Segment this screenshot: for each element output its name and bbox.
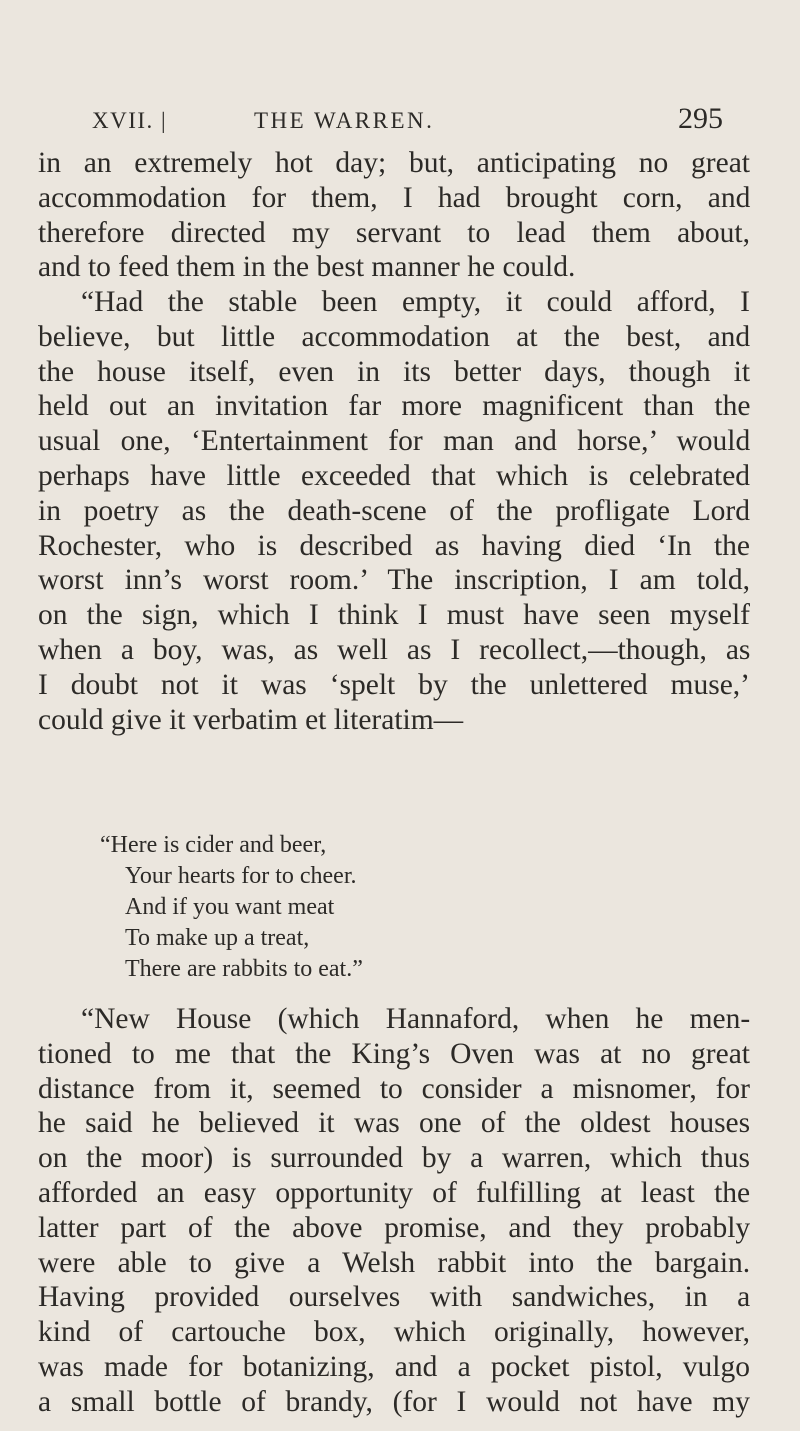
verse-line: There are rabbits to eat.” [125,956,363,982]
text-line: on the moor) is surrounded by a warren, which thus [38,1142,750,1175]
verse-line: Your hearts for to cheer. [125,863,357,889]
paragraph-3 [38,1002,750,1420]
text-line: latter part of the above promise, and they probably [38,1211,751,1244]
verse-inscription [100,830,363,985]
text-line: could give it verbatim et literatim— [38,703,464,736]
running-header [92,102,723,142]
text-line: on the sign, which I think I must have seen myself [38,599,750,632]
running-title: THE WARREN. [254,108,435,133]
text-line: therefore directed my servant to lead them about, [38,216,750,249]
text-line: was made for botanizing, and a pocket pistol, vulgo [38,1350,750,1383]
text-line: Rochester, who is described as having died ‘In the [38,529,750,562]
text-line: usual one, ‘Entertainment for man and horse,’ would [38,425,751,458]
text-line: believe, but little accommodation at the best, and [38,320,751,353]
text-line: the house itself, even in its better days, though it [38,355,751,388]
text-line: Having provided ourselves with sandwiches, in a [38,1281,751,1314]
text-line: held out an invitation far more magnificent than the [38,390,751,423]
verse-line: To make up a treat, [125,925,310,951]
chapter-number: XVII. | [92,108,168,133]
text-line: “Had the stable been empty, it could afford, I [81,286,750,318]
text-line: I doubt not it was ‘spelt by the unlettered muse,’ [38,668,750,701]
text-line: tioned to me that the King’s Oven was at no great [38,1037,750,1070]
text-line: and to feed them in the best manner he could. [38,251,576,284]
text-line: worst inn’s worst room.’ The inscription, I am told, [38,564,750,597]
text-line: “New House (which Hannaford, when he men- [81,1003,751,1035]
text-line: a small bottle of brandy, (for I would not have my [38,1385,750,1418]
verse-line: “Here is cider and beer, [100,832,327,858]
text-line: in an extremely hot day; but, anticipating no great [38,147,751,179]
text-line: in poetry as the death-scene of the profligate Lord [38,494,750,527]
text-line: afforded an easy opportunity of fulfilling at least the [38,1176,751,1209]
text-line: he said he believed it was one of the oldest houses [38,1107,751,1140]
paragraph-1 [38,146,750,285]
verse-line: And if you want meat [125,894,335,920]
paragraph-2 [38,285,750,737]
text-line: kind of cartouche box, which originally, however, [38,1316,750,1349]
text-line: perhaps have little exceeded that which is celebrated [38,459,751,492]
text-line: were able to give a Welsh rabbit into the bargain. [38,1246,751,1279]
text-line: when a boy, was, as well as I recollect,—though, as [38,633,751,666]
text-line: accommodation for them, I had brought corn, and [38,181,751,214]
page-number: 295 [678,102,723,135]
text-line: distance from it, seemed to consider a misnomer, for [38,1072,750,1105]
